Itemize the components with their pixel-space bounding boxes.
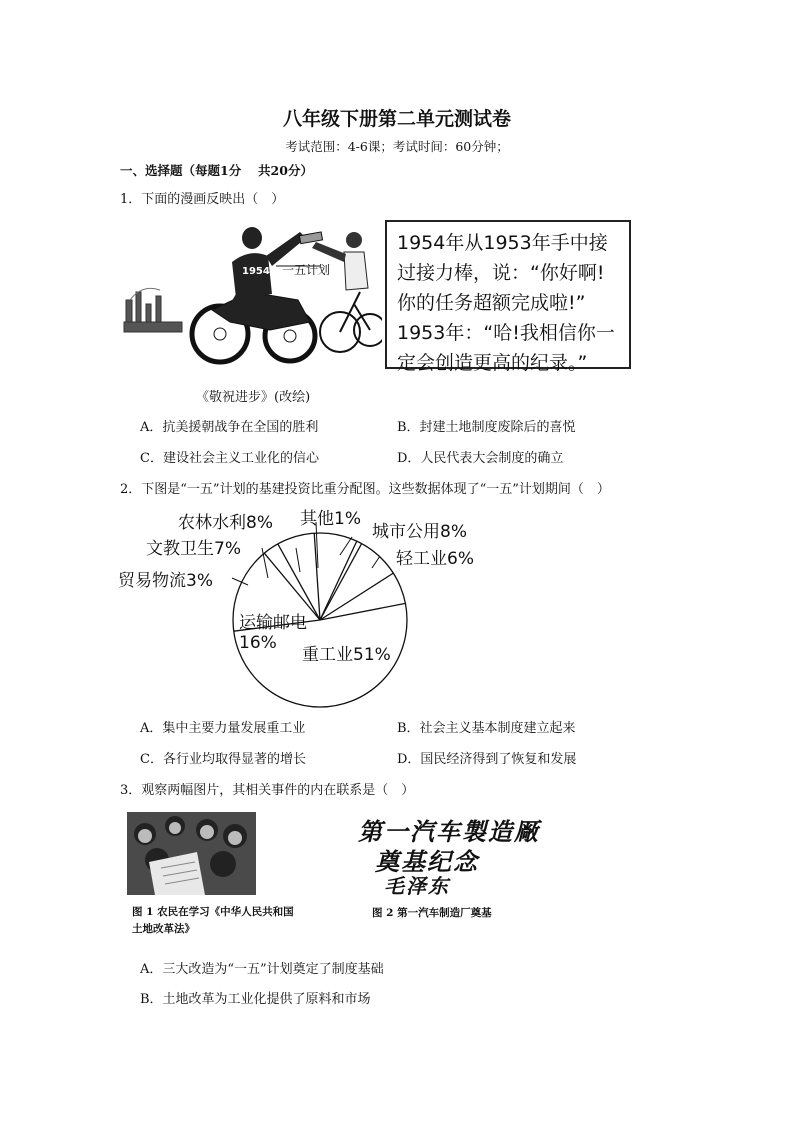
q2-option-b[interactable]: B．社会主义基本制度建立起来 — [397, 721, 576, 736]
q1-option-a[interactable]: A．抗美援朝战争在全国的胜利 — [140, 420, 319, 435]
pie-label-transport — [239, 613, 307, 653]
q2-option-c[interactable]: C．各行业均取得显著的增长 — [140, 752, 306, 767]
q3-stem: 3．观察两幅图片，其相关事件的内在联系是（ ） — [120, 783, 415, 798]
pie-label-heavy: 重工业51% — [302, 645, 391, 665]
pie-label-urban: 城市公用8% — [372, 522, 467, 542]
calligraphy-signature: 毛泽东 — [384, 874, 450, 898]
q1-option-d[interactable]: D．人民代表大会制度的确立 — [397, 451, 564, 466]
q1-caption: 《敬祝进步》(改绘) — [196, 390, 311, 405]
q1-option-b[interactable]: B．封建土地制度废除后的喜悦 — [397, 420, 576, 435]
speech-line: 定会创造更高的纪录。” — [397, 352, 588, 374]
q2-option-d[interactable]: D．国民经济得到了恢复和发展 — [397, 752, 577, 767]
q3-fig1-caption — [132, 904, 362, 938]
q2-stem: 2．下图是“一五”计划的基建投资比重分配图。这些数据体现了“一五”计划期间（ ） — [120, 482, 610, 497]
q1-stem: 1．下面的漫画反映出（ ） — [120, 192, 285, 207]
speech-line: 过接力棒，说：“你好啊! — [397, 262, 605, 284]
speech-line: 1953年：“哈!我相信你一 — [397, 322, 615, 344]
pie-label-transport-2: 16% — [239, 633, 277, 653]
q3-option-b[interactable]: B．土地改革为工业化提供了原料和市场 — [140, 992, 371, 1007]
q3-option-a[interactable]: A．三大改造为“一五”计划奠定了制度基础 — [140, 962, 384, 977]
calligraphy-line-1: 第一汽车製造厰 — [358, 817, 540, 846]
fig1-caption-line: 土地改革法》 — [132, 923, 195, 935]
q3-fig2-caption: 图 2 第一汽车制造厂奠基 — [372, 907, 492, 919]
pie-label-trade: 贸易物流3% — [118, 571, 213, 591]
pie-label-agri: 农林水利8% — [178, 513, 273, 533]
q3-photo-peasants — [127, 812, 256, 895]
q1-option-c[interactable]: C．建设社会主义工业化的信心 — [140, 451, 319, 466]
calligraphy-line-2: 奠基纪念 — [375, 847, 479, 876]
pie-label-light: 轻工业6% — [396, 549, 474, 569]
exam-info: 考试范围：4-6课；考试时间：60分钟； — [285, 139, 509, 154]
fig1-caption-line: 图 1 农民在学习《中华人民共和国 — [132, 906, 294, 918]
section-heading: 一、选择题（每题1分 共20分） — [120, 163, 313, 178]
shirt-number: 1954 — [242, 266, 270, 277]
pie-label-other: 其他1% — [300, 509, 361, 529]
pie-label-transport-1: 运输邮电 — [239, 613, 307, 633]
banner-text: 一五计划 — [282, 263, 331, 277]
speech-line: 你的任务超额完成啦!” — [397, 292, 586, 314]
speech-line: 1954年从1953年手中接 — [397, 232, 608, 254]
page-title: 八年级下册第二单元测试卷 — [282, 108, 511, 130]
q2-option-a[interactable]: A．集中主要力量发展重工业 — [140, 721, 306, 736]
pie-label-culture: 文教卫生7% — [146, 539, 241, 559]
